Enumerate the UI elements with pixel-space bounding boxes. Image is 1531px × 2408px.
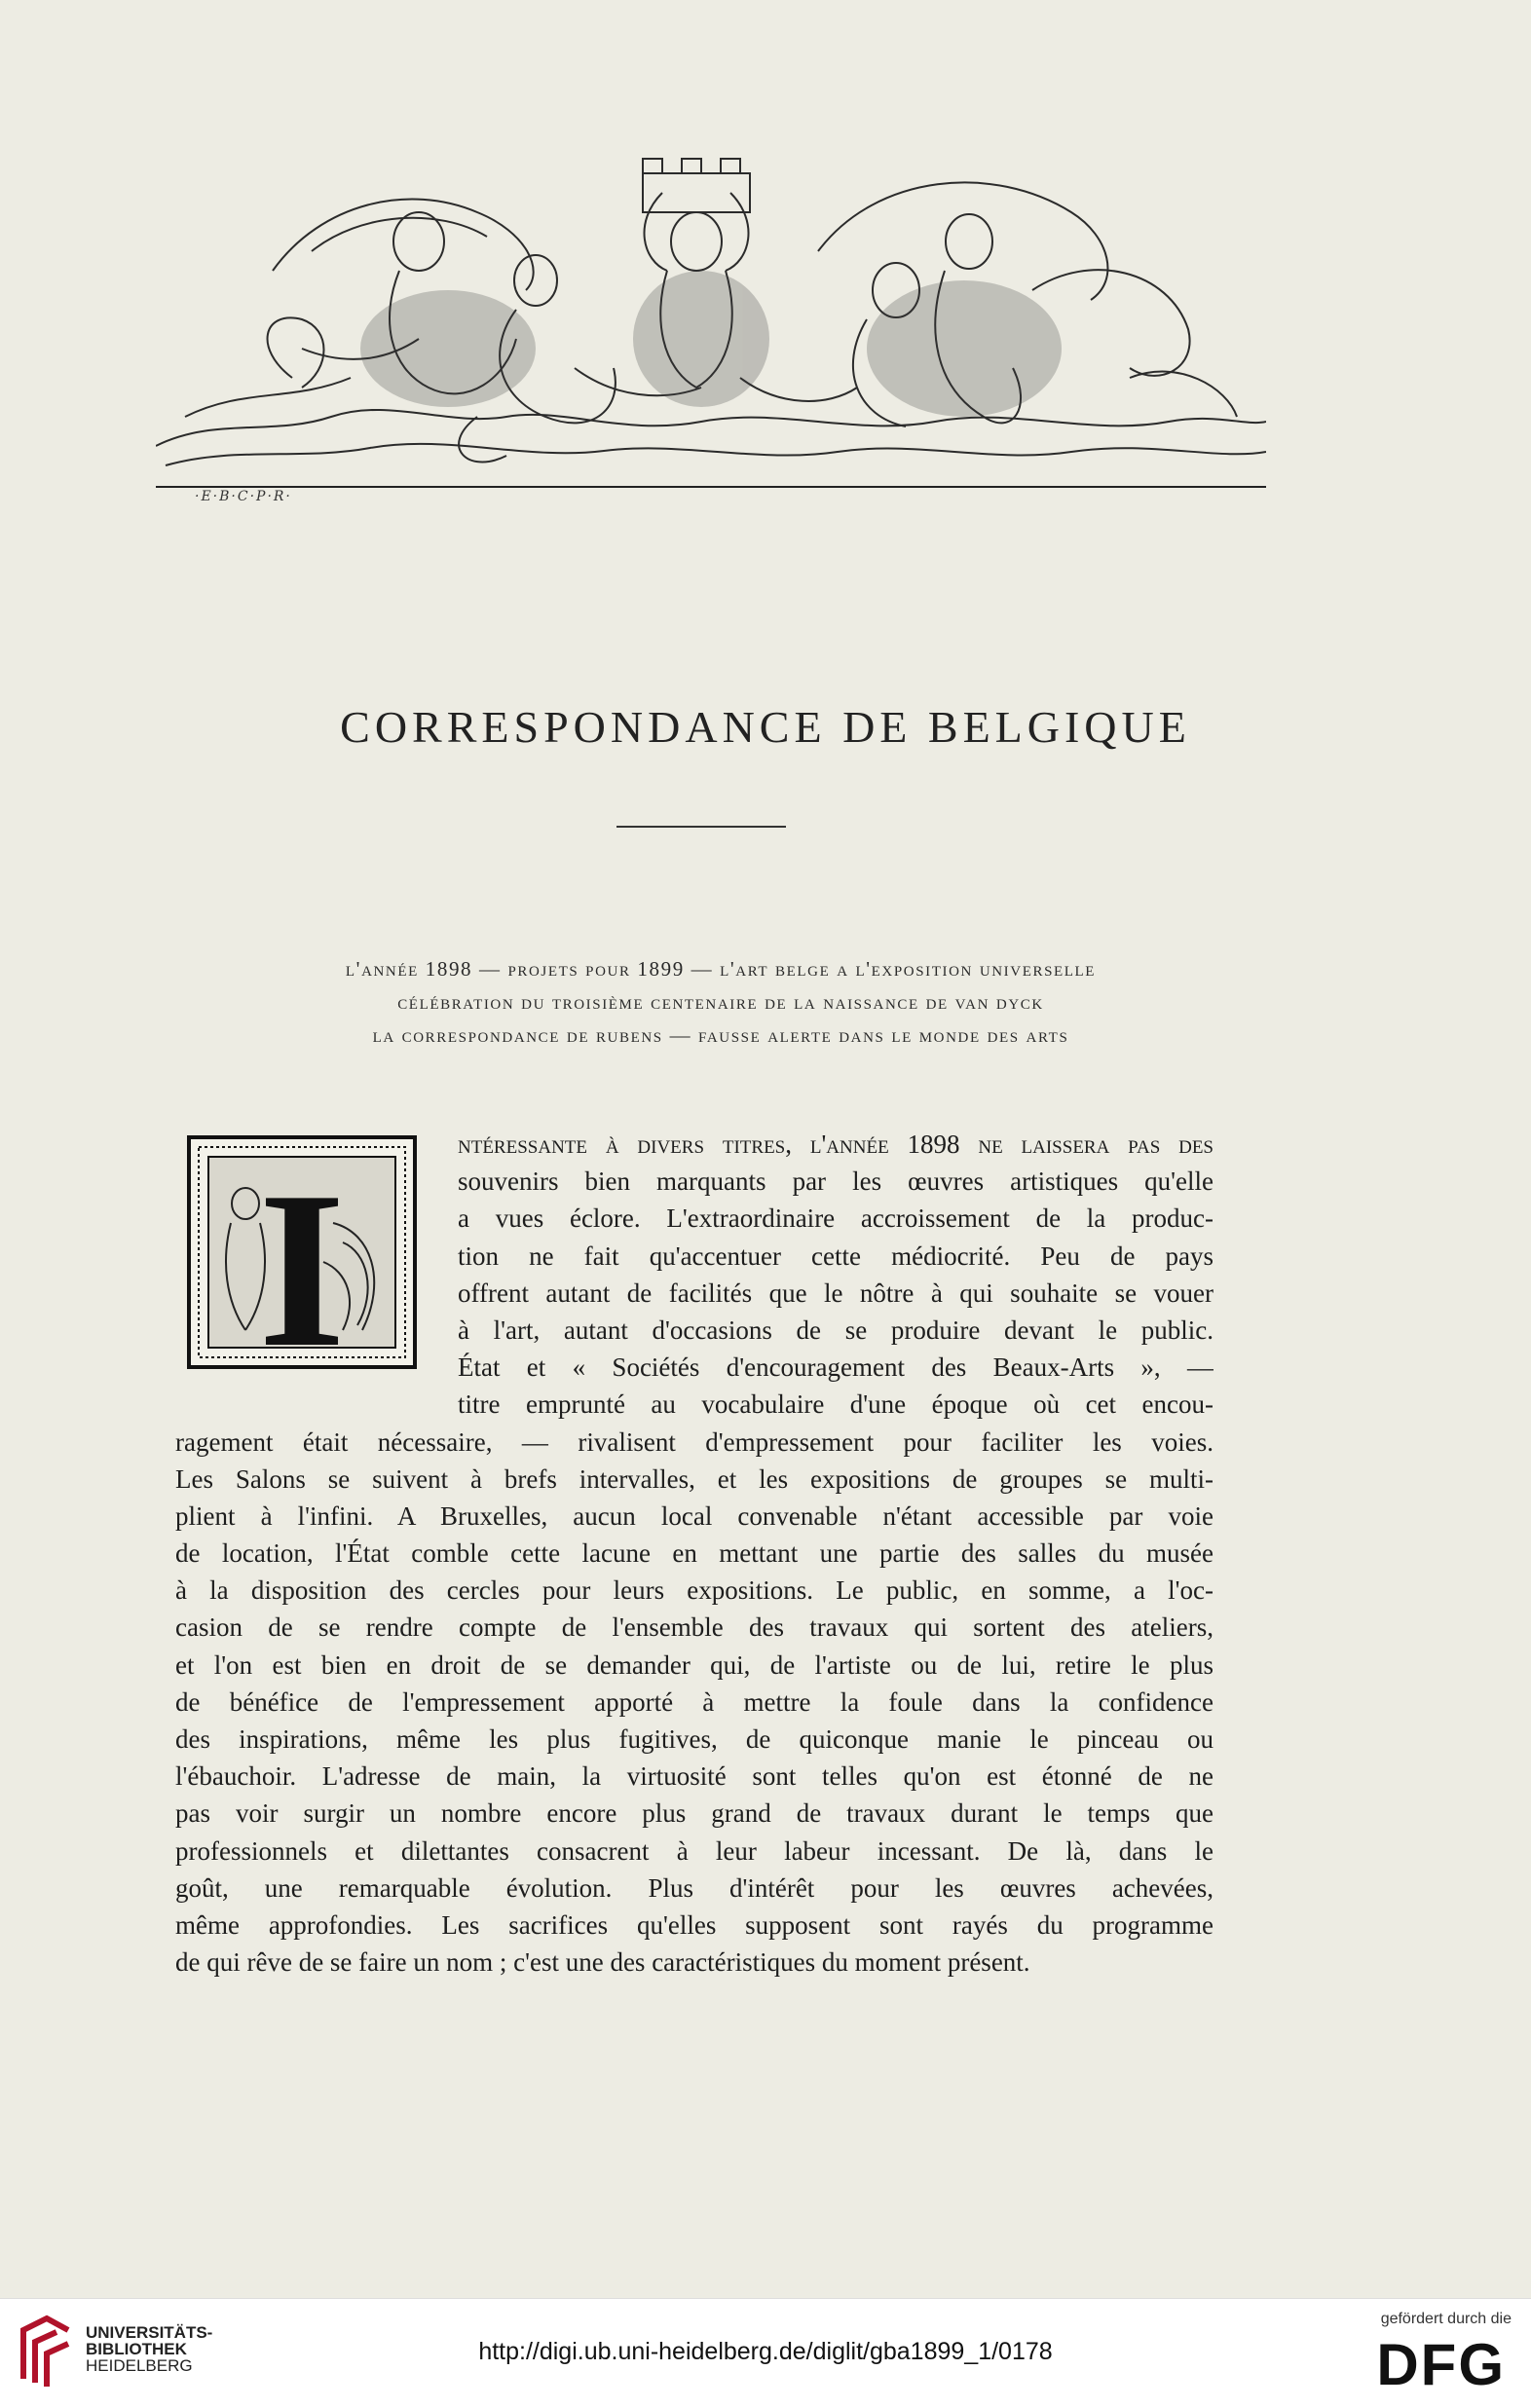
viewer-footer-bar [0,2298,1531,2408]
body-line: de location, l'État comble cette lacune en mettant une partie des salles du musée [175,1538,1214,1569]
body-line: État et « Sociétés d'encouragement des Beaux-Arts », — [458,1352,1214,1383]
body-line: professionnels et dilettantes consacrent à leur labeur incessant. De là, dans le [175,1835,1214,1866]
body-line: casion de se rendre compte de l'ensemble des travaux qui sortent des ateliers, [175,1612,1214,1643]
body-line: offrent autant de facilités que le nôtre à qui souhaite se vouer [458,1278,1214,1308]
subheading-line: célébration du troisième centenaire de la naissance de van dyck [397,990,1044,1014]
subheading-line: l'année 1898 — projets pour 1899 — l'art belge a l'exposition universelle [345,957,1097,981]
body-line: titre emprunté au vocabulaire d'une époque où cet encou- [458,1389,1214,1420]
ornamental-headpiece-engraving [156,125,1266,495]
library-name-line: BIBLIOTHEK [86,2340,187,2358]
title-divider [616,826,786,828]
body-line: à l'art, autant d'occasions de se produire devant le public. [458,1315,1214,1345]
body-line: l'ébauchoir. L'adresse de main, la virtuosité sont telles qu'on est étonné de ne [175,1761,1214,1792]
body-line: ragement était nécessaire, — rivalisent d'empressement pour faciliter les voies. [175,1426,1214,1457]
body-line: de bénéfice de l'empressement apporté à mettre la foule dans la confidence [175,1686,1214,1717]
engraver-signature: ·E·B·C·P·R· [195,489,292,504]
body-line: goût, une remarquable évolution. Plus d'intérêt pour les œuvres achevées, [175,1872,1214,1903]
subheading-line: la correspondance de rubens — fausse alerte dans le monde des arts [372,1023,1069,1047]
body-line: et l'on est bien en droit de se demander qui, de l'artiste ou de lui, retire le plus [175,1649,1214,1680]
body-line: plient à l'infini. A Bruxelles, aucun local convenable n'étant accessible par voie [175,1500,1214,1531]
permalink-url[interactable]: http://digi.ub.uni-heidelberg.de/diglit/gba1899_1/0178 [478,2338,1053,2365]
article-title: CORRESPONDANCE DE BELGIQUE [340,702,1191,752]
library-name-line: UNIVERSITÄTS- [86,2323,213,2342]
body-line: Les Salons se suivent à brefs intervalles, et les expositions de groupes se multi- [175,1463,1214,1494]
body-line: des inspirations, même les plus fugitives, de quiconque manie le pinceau ou [175,1724,1214,1754]
body-line: pas voir surgir un nombre encore plus grand de travaux durant le temps que [175,1798,1214,1829]
dropcap-letter: I [258,1145,346,1369]
library-name-line: HEIDELBERG [86,2356,193,2375]
body-line: a vues éclore. L'extraordinaire accroissement de la produc- [458,1204,1214,1234]
body-line: à la disposition des cercles pour leurs expositions. Le public, en somme, a l'oc- [175,1575,1214,1606]
body-line: ntéressante à divers titres, l'année 1898 ne laissera pas des [458,1130,1214,1159]
article-body [175,1126,1214,1981]
body-line: de qui rêve de se faire un nom ; c'est une des caractéristiques du moment présent. [175,1947,1030,1978]
body-line: même approfondies. Les sacrifices qu'elles supposent sont rayés du programme [175,1909,1214,1940]
body-line: souvenirs bien marquants par les œuvres artistiques qu'elle [458,1167,1214,1197]
dfg-logo[interactable]: DFG [1376,2332,1506,2397]
body-line: tion ne fait qu'accentuer cette médiocrité. Peu de pays [458,1241,1214,1271]
summary-subheadings [146,952,1295,1052]
sponsor-label: gefördert durch die [1380,2311,1512,2327]
